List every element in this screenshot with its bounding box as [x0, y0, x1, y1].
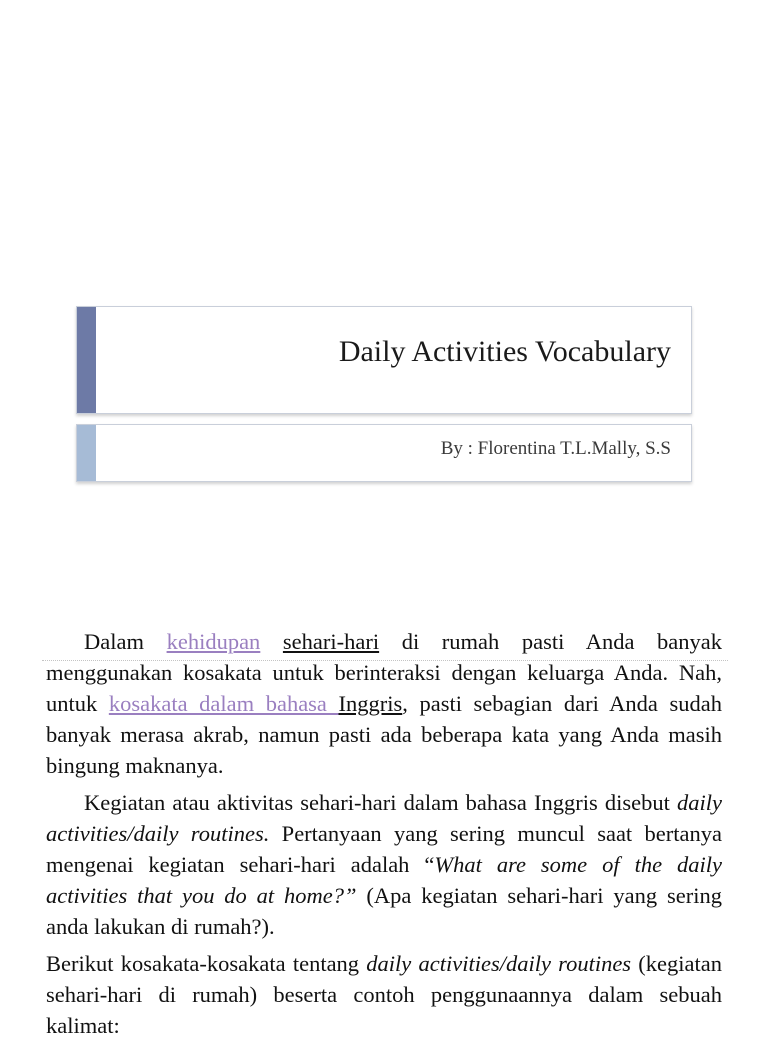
body-text	[46, 626, 722, 1047]
text-run: (kegiatan sehari-hari di rumah) beserta contoh penggunaannya dalam sebuah kalimat:	[46, 951, 722, 1038]
subtitle-placeholder	[76, 424, 692, 482]
title-placeholder	[76, 306, 692, 414]
slide-title: Daily Activities Vocabulary	[338, 335, 671, 368]
italic-term: daily activities/daily routines	[366, 951, 632, 976]
paragraph-definition	[46, 787, 722, 942]
text-run: Berikut kosakata-kosakata tentang	[46, 951, 367, 976]
italic-question: What are some of the daily activities that you do at home?”	[46, 852, 722, 908]
text-run: , pasti sebagian dari Anda sudah banyak merasa akrab, namun pasti ada beberapa kata yang Anda masih bingung maknanya.	[46, 691, 722, 778]
text-run: di rumah pasti Anda banyak menggunakan kosakata untuk berinteraksi dengan keluarga Anda. Nah, untuk	[46, 629, 722, 716]
paragraph-intro	[46, 626, 722, 781]
link-kosakata-dalam-bahasa[interactable]: kosakata dalam bahasa	[108, 691, 339, 716]
title-accent-bar	[77, 307, 96, 413]
text-run: (Apa kegiatan sehari-hari yang sering anda lakukan di rumah?).	[46, 883, 722, 939]
text-run: Dalam	[84, 629, 167, 654]
slide-subtitle: By : Florentina T.L.Mally, S.S	[440, 438, 671, 459]
paragraph-list-intro	[46, 948, 722, 1041]
link-kehidupan[interactable]: kehidupan	[166, 629, 261, 654]
text-run: Kegiatan atau aktivitas sehari-hari dalam bahasa Inggris disebut	[84, 790, 677, 815]
subtitle-accent-bar	[77, 425, 96, 481]
text-run	[260, 629, 283, 654]
italic-term: daily activities/daily routines.	[46, 790, 722, 846]
text-run: Pertanyaan yang sering muncul saat bertanya mengenai kegiatan sehari-hari adalah “	[46, 821, 722, 877]
link-sehari-hari[interactable]: sehari-hari	[282, 629, 380, 654]
link-inggris[interactable]: Inggris	[338, 691, 403, 716]
